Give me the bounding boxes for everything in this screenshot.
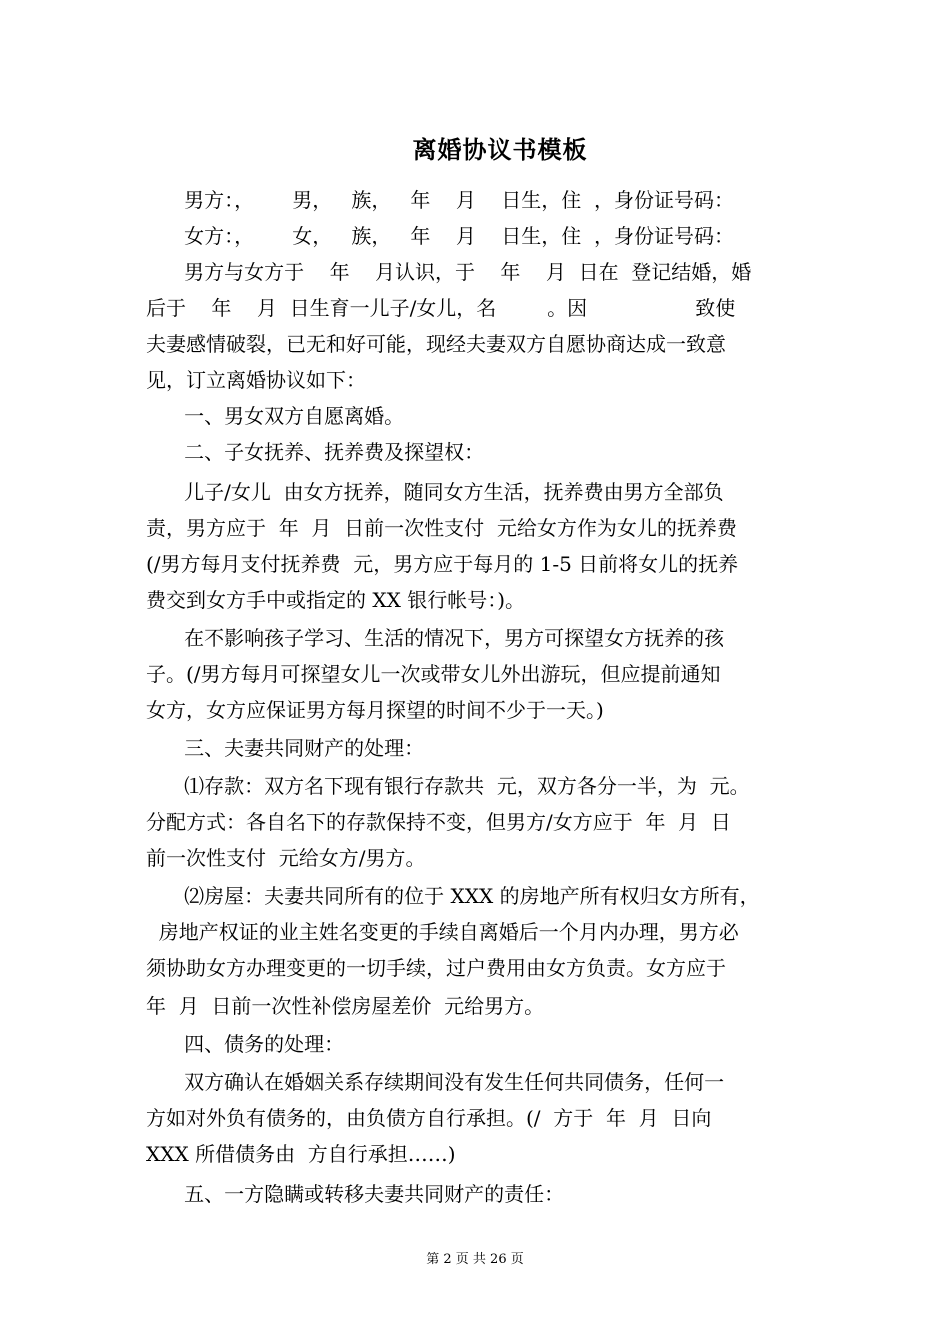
text-line: 费交到女方手中或指定的 XX 银行帐号：)。 xyxy=(146,588,525,612)
text-line: 夫妻感情破裂，已无和好可能，现经夫妻双方自愿协商达成一致意 xyxy=(146,332,726,356)
page-number-footer: 第 2 页 共 26 页 xyxy=(426,1252,524,1267)
text-line: 女方，女方应保证男方每月探望的时间不少于一天。) xyxy=(146,698,604,722)
text-line: 见，订立离婚协议如下： xyxy=(146,368,366,392)
text-line: 男方：， 男， 族， 年 月 日生，住 ，身份证号码： xyxy=(146,188,735,212)
text-line: 方如对外负有债务的，由负债方自行承担。(/ 方于 年 月 日向 xyxy=(146,1106,712,1130)
text-line: 二、子女抚养、抚养费及探望权： xyxy=(146,440,485,464)
text-line: 前一次性支付 元给女方/男方。 xyxy=(146,846,426,870)
text-line: (/男方每月支付抚养费 元，男方应于每月的 1-5 日前将女儿的抚养 xyxy=(146,552,739,576)
text-line: 须协助女方办理变更的一切手续，过户费用由女方负责。女方应于 xyxy=(146,956,726,980)
text-line: 后于 年 月 日生育一儿子/女儿，名 。因 致使 xyxy=(146,296,736,320)
text-line: 双方确认在婚姻关系存续期间没有发生任何共同债务，任何一 xyxy=(146,1070,725,1094)
text-line: XXX 所借债务由 方自行承担……) xyxy=(146,1142,456,1166)
text-line: 在不影响孩子学习、生活的情况下，男方可探望女方抚养的孩 xyxy=(146,626,725,650)
text-line: 女方：， 女， 族， 年 月 日生，住 ，身份证号码： xyxy=(146,224,735,248)
text-line: 儿子/女儿 由女方抚养，随同女方生活，抚养费由男方全部负 xyxy=(146,480,724,504)
document-title: 离婚协议书模板 xyxy=(412,136,588,164)
text-line: 房地产权证的业主姓名变更的手续自离婚后一个月内办理，男方必 xyxy=(146,920,739,944)
text-line: 五、一方隐瞒或转移夫妻共同财产的责任： xyxy=(146,1182,565,1206)
text-line: 年 月 日前一次性补偿房屋差价 元给男方。 xyxy=(146,994,545,1018)
text-line: 子。(/男方每月可探望女儿一次或带女儿外出游玩，但应提前通知 xyxy=(146,662,721,686)
text-line: 四、债务的处理： xyxy=(146,1032,345,1056)
text-line: 一、男女双方自愿离婚。 xyxy=(146,404,405,428)
text-line: 责，男方应于 年 月 日前一次性支付 元给女方作为女儿的抚养费 xyxy=(146,516,737,540)
text-line: ⑴存款：双方名下现有银行存款共 元，双方各分一半，为 元。 xyxy=(146,774,750,798)
text-line: ⑵房屋：夫妻共同所有的位于 XXX 的房地产所有权归女方所有， xyxy=(146,884,760,908)
text-line: 三、夫妻共同财产的处理： xyxy=(146,736,425,760)
text-line: 分配方式：各自名下的存款保持不变，但男方/女方应于 年 月 日 xyxy=(146,810,731,834)
text-line: 男方与女方于 年 月认识，于 年 月 日在 登记结婚，婚 xyxy=(146,260,752,284)
